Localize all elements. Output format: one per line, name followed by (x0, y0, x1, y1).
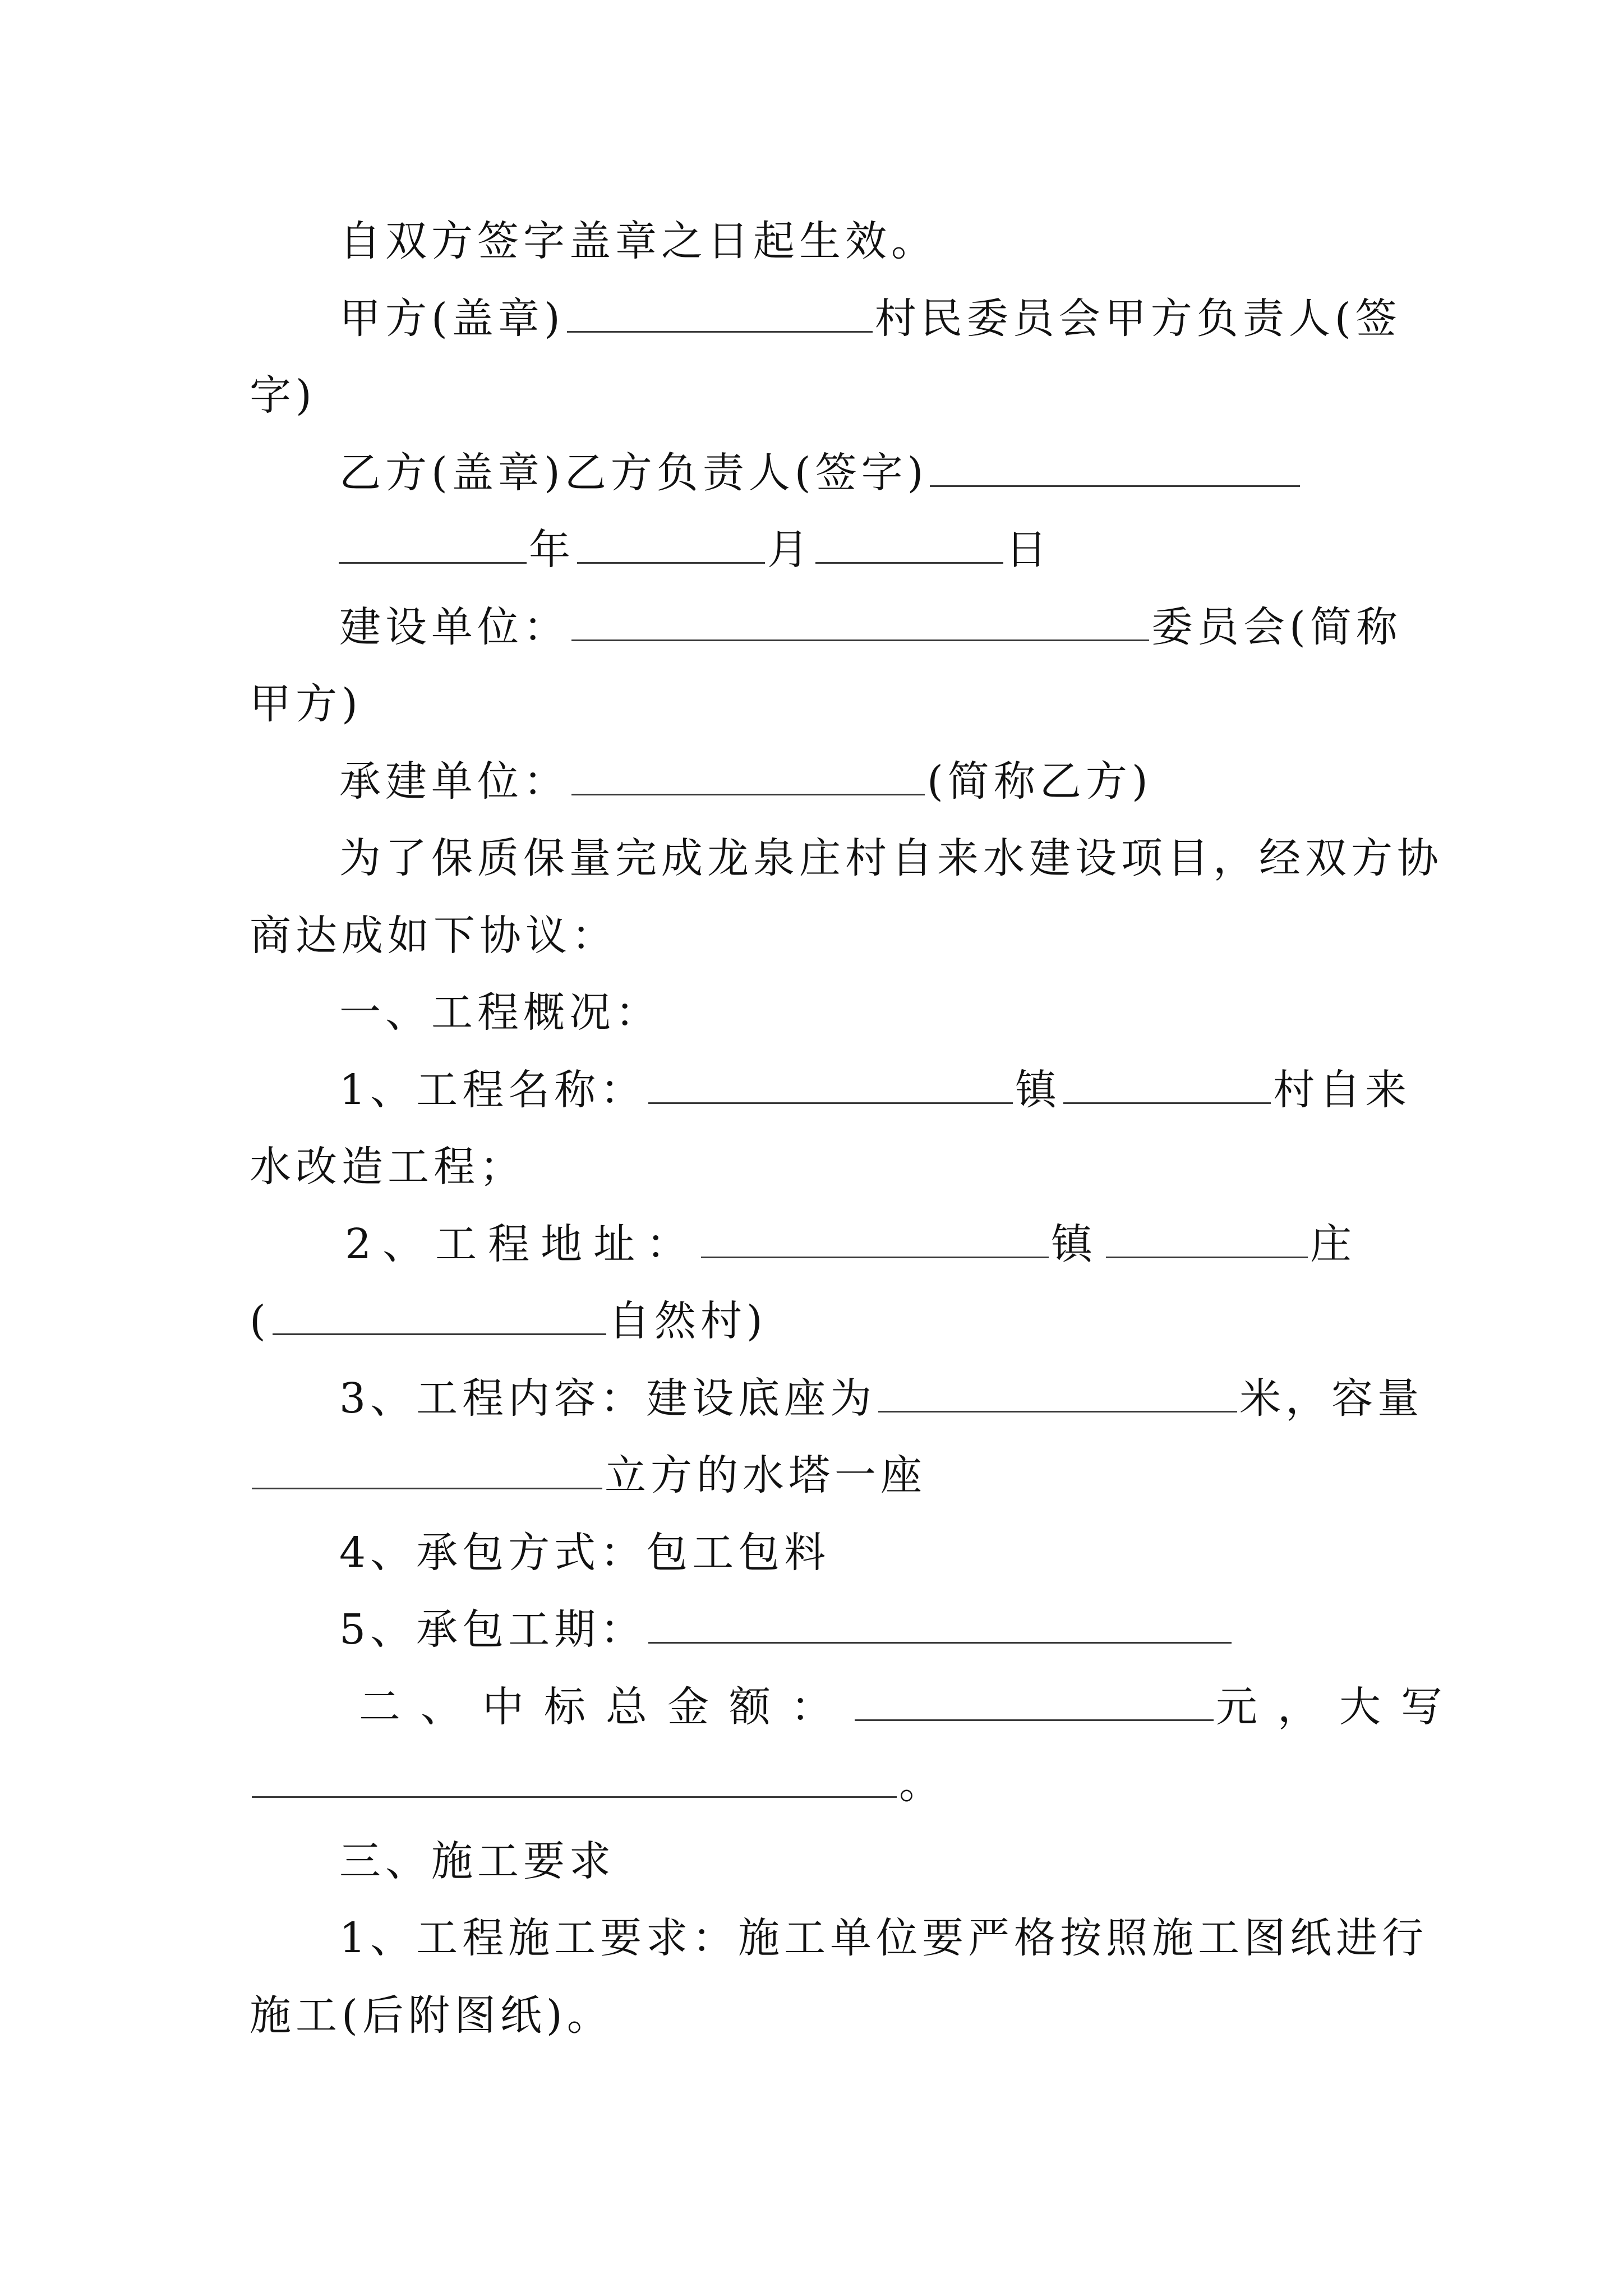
contract-period-blank[interactable] (648, 1611, 1232, 1644)
text-line (250, 1447, 926, 1503)
bid-amount-blank[interactable] (855, 1688, 1214, 1721)
text-line (250, 1987, 613, 2044)
text-continuation: 甲方) (250, 680, 362, 728)
section-heading (339, 1833, 615, 1889)
construction-requirement: 1、工程施工要求：施工单位要严格按照施工图纸进行 (339, 1914, 1428, 1962)
month-label: 月 (767, 526, 813, 574)
period-mark: 。 (899, 1760, 945, 1808)
year-label: 年 (529, 526, 575, 574)
text-line (339, 1910, 1428, 1966)
text-continuation: 水改造工程； (250, 1143, 525, 1191)
text-line (339, 213, 937, 269)
project-content-label: 3、工程内容：建设底座为 (339, 1374, 877, 1423)
village-label: 村自来 (1273, 1066, 1412, 1114)
party-b-signature-blank[interactable] (930, 454, 1300, 487)
text-line (339, 1370, 1423, 1427)
text-line (250, 367, 316, 424)
address-zhuang-blank[interactable] (1106, 1225, 1308, 1258)
text-line (339, 753, 1152, 809)
water-tower-text: 立方的水塔一座 (605, 1451, 926, 1499)
text-line (339, 291, 1401, 347)
contract-period-label: 5、承包工期： (339, 1605, 647, 1654)
text-line (339, 599, 1402, 655)
month-blank[interactable] (577, 531, 765, 564)
town-label: 镇 (1015, 1066, 1062, 1114)
text-line (250, 676, 362, 732)
year-blank[interactable] (339, 531, 527, 564)
address-town-label: 镇 (1051, 1220, 1104, 1268)
party-a-seal-label: 甲方(盖章) (339, 295, 565, 343)
project-address-label: 2、工程地址： (345, 1220, 699, 1268)
project-name-label: 1、工程名称： (339, 1066, 647, 1114)
text-continuation: 商达成如下协议： (250, 912, 617, 960)
party-b-abbr-label: (简称乙方) (927, 757, 1152, 806)
natural-village-label: 自然村) (608, 1297, 767, 1345)
town-blank[interactable] (648, 1071, 1013, 1104)
party-b-seal-label: 乙方(盖章)乙方负责人(签字) (339, 449, 928, 497)
day-blank[interactable] (815, 531, 1003, 564)
day-label: 日 (1006, 526, 1052, 574)
address-town-blank[interactable] (701, 1225, 1049, 1258)
base-height-blank[interactable] (878, 1379, 1237, 1412)
section-heading (339, 984, 661, 1041)
construction-unit-blank[interactable] (571, 608, 1149, 641)
text-line (250, 1139, 525, 1195)
village-blank[interactable] (1063, 1071, 1271, 1104)
bid-amount-label: 二、中标总金额： (359, 1683, 852, 1731)
contract-method: 4、承包方式：包工包料 (339, 1529, 831, 1577)
open-paren: ( (250, 1297, 270, 1345)
address-zhuang-label: 庄 (1310, 1220, 1363, 1268)
text-line (339, 1602, 1234, 1658)
section-title: 一、工程概况： (339, 988, 661, 1037)
text-continuation: 字) (250, 371, 316, 420)
text-line (345, 1216, 1363, 1272)
natural-village-blank[interactable] (273, 1302, 606, 1335)
committee-abbr-label: 委员会(简称 (1151, 603, 1402, 651)
construction-unit-label: 建设单位： (339, 603, 569, 651)
text-continuation: 施工(后附图纸)。 (250, 1991, 613, 2040)
amount-in-words-label: 元，大写 (1216, 1683, 1463, 1731)
contractor-unit-blank[interactable] (571, 762, 925, 795)
contractor-unit-label: 承建单位： (339, 757, 569, 806)
purpose-paragraph: 为了保质保量完成龙泉庄村自来水建设项目，经双方协 (339, 834, 1443, 882)
text-line (339, 445, 1302, 501)
party-a-committee-label: 村民委员会甲方负责人(签 (874, 295, 1401, 343)
capacity-blank[interactable] (252, 1456, 602, 1489)
amount-in-words-blank[interactable] (252, 1765, 897, 1798)
section-title: 三、施工要求 (339, 1837, 615, 1885)
text-line (250, 908, 617, 964)
party-a-blank[interactable] (567, 300, 873, 333)
text-line (250, 1293, 767, 1349)
capacity-label: 米，容量 (1239, 1374, 1424, 1423)
text-line (250, 1756, 945, 1812)
text-line (339, 1525, 830, 1581)
section-heading (359, 1679, 1463, 1735)
effective-clause: 自双方签字盖章之日起生效。 (339, 217, 937, 265)
date-line (336, 522, 1052, 578)
text-line (339, 1062, 1411, 1118)
text-line (339, 830, 1443, 886)
